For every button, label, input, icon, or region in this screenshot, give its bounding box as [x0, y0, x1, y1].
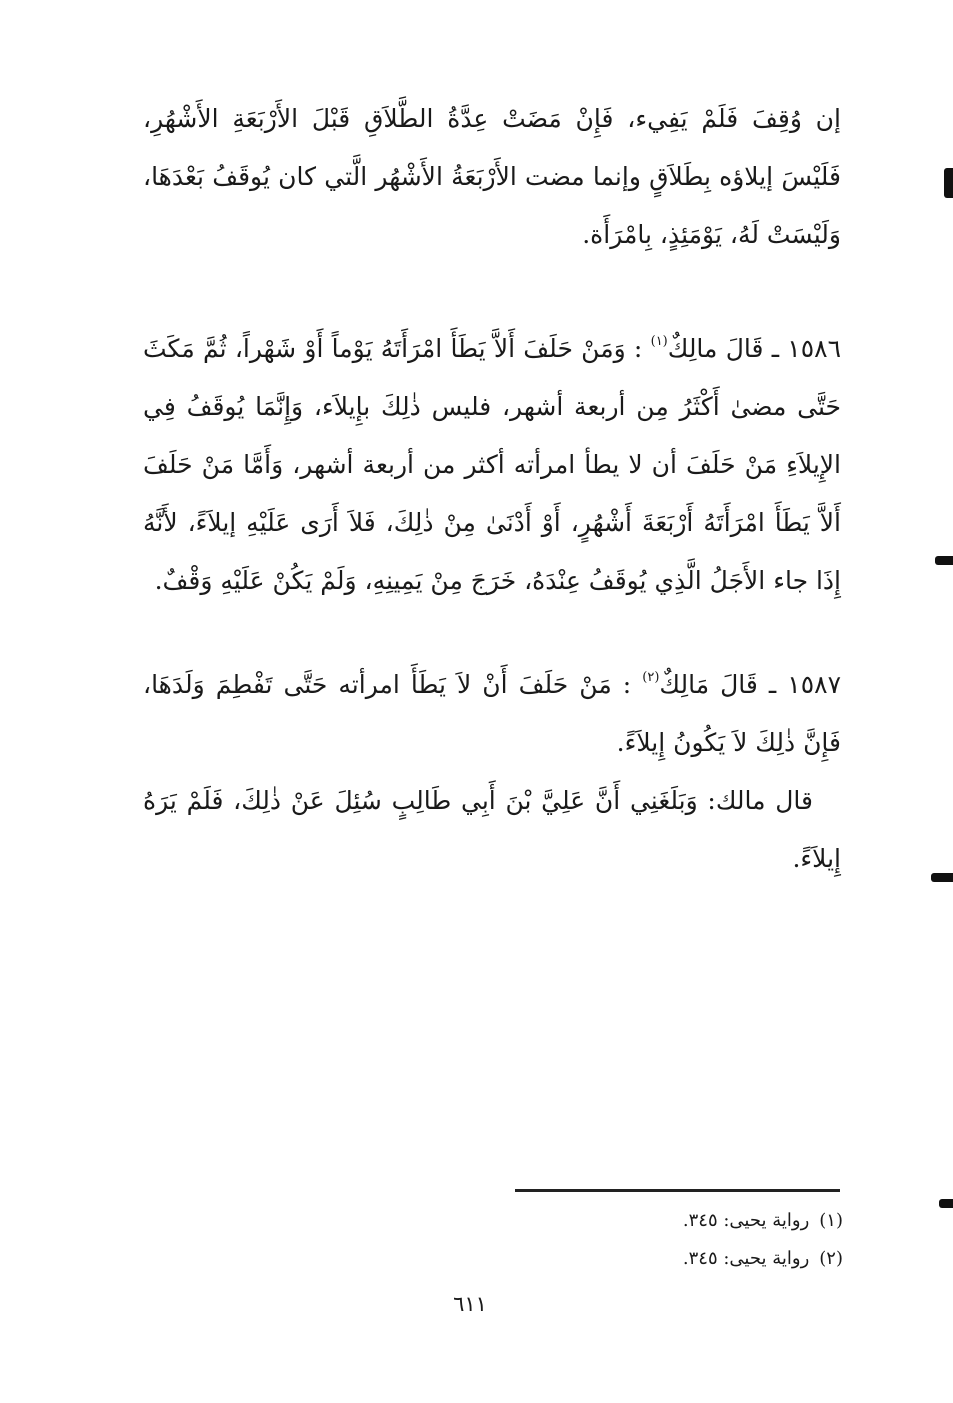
paragraph-1587	[143, 656, 841, 772]
speaker-label: قَالَ مالِكٌ	[667, 334, 764, 363]
footnote-reference: (١)	[650, 334, 668, 349]
footnote-text: رواية يحيى: ٣٤٥.	[682, 1248, 810, 1269]
entry-number: ١٥٨٦	[787, 334, 842, 363]
page-number: ٦١١	[453, 1292, 487, 1316]
footnote-divider	[515, 1189, 840, 1192]
paragraph-spacer	[143, 264, 841, 320]
paragraph-1586	[143, 320, 841, 610]
paragraph-1587-continuation: قال مالك: وَبَلَغَنِي أَنَّ عَلِيَّ بْنَ أَبِي طَالِبٍ سُئِلَ عَنْ ذٰلِكَ، فَلَمْ يَرَهُ إِيلاَءً.	[143, 786, 841, 873]
entry-number: ١٥٨٧	[787, 670, 842, 699]
entry-text: : مَنْ حَلَفَ أَنْ لاَ يَطَأَ امرأته حَتَّى تَفْطِمَ وَلَدَهَا، فَإِنَّ ذٰلِكَ لاَ يَكُونُ إِيلاَءً.	[143, 670, 841, 757]
entry-dash: ـ	[768, 670, 777, 699]
entry-dash: ـ	[771, 334, 780, 363]
scan-edge-mark	[939, 1199, 953, 1208]
page-body	[143, 90, 841, 888]
scan-edge-mark	[935, 556, 953, 565]
scan-edge-mark	[931, 873, 953, 882]
footnote-marker: (٢)	[819, 1248, 843, 1269]
footnote-marker: (١)	[819, 1210, 843, 1231]
footnote-item	[443, 1240, 843, 1278]
footnotes	[443, 1202, 843, 1278]
footnote-item	[443, 1202, 843, 1240]
paragraph-continuation: إن وُقِفَ فَلَمْ يَفِيء، فَإِنْ مَضَتْ عِدَّةُ الطَّلاَقِ قَبْلَ الأَرْبَعَةِ الأَشْهُرِ، فَلَيْسَ إيلاؤه بِطَلاَقٍ وإنما مضت الأَرْبَعَةُ الأَشْهُر الَّتي كان يُوقَفُ بَعْدَهَا، وَلَيْسَتْ لَهُ، يَوْمَئِذٍ، بِامْرَأَة.	[143, 104, 841, 249]
footnote-text: رواية يحيى: ٣٤٥.	[682, 1210, 810, 1231]
entry-text: : وَمَنْ حَلَفَ أَلاَّ يَطَأَ امْرَأَتَهُ يَوْماً أَوْ شَهْراً، ثُمَّ مَكَثَ حَتَّى مضىٰ أَكْثَرُ مِن أربعة أشهر، فليس ذٰلِكَ بإِيلاَء، وَإِنَّمَا يُوقَفُ فِي الإِيلاَءِ مَنْ حَلَفَ أن لا يطأ امرأته أكثر من أربعة أشهر، وَأَمَّا مَنْ حَلَفَ أَلاَّ يَطَأَ امْرَأَتَهُ أَرْبَعَةَ أَشْهُرٍ، أَوْ أَدْنَىٰ مِنْ ذٰلِكَ، فَلاَ أَرَى عَلَيْهِ إيلاَءً، لأَنَّهُ إِذَا جاء الأَجَلُ الَّذِي يُوقَفُ عِنْدَهُ، خَرَجَ مِنْ يَمِينِهِ، وَلَمْ يَكُنْ عَلَيْهِ وَقْفٌ.	[143, 334, 841, 595]
speaker-label: قَالَ مَالِكٌ	[659, 670, 758, 699]
scan-edge-mark	[944, 168, 953, 198]
paragraph-spacer	[143, 610, 841, 656]
footnote-reference: (٢)	[642, 670, 660, 685]
